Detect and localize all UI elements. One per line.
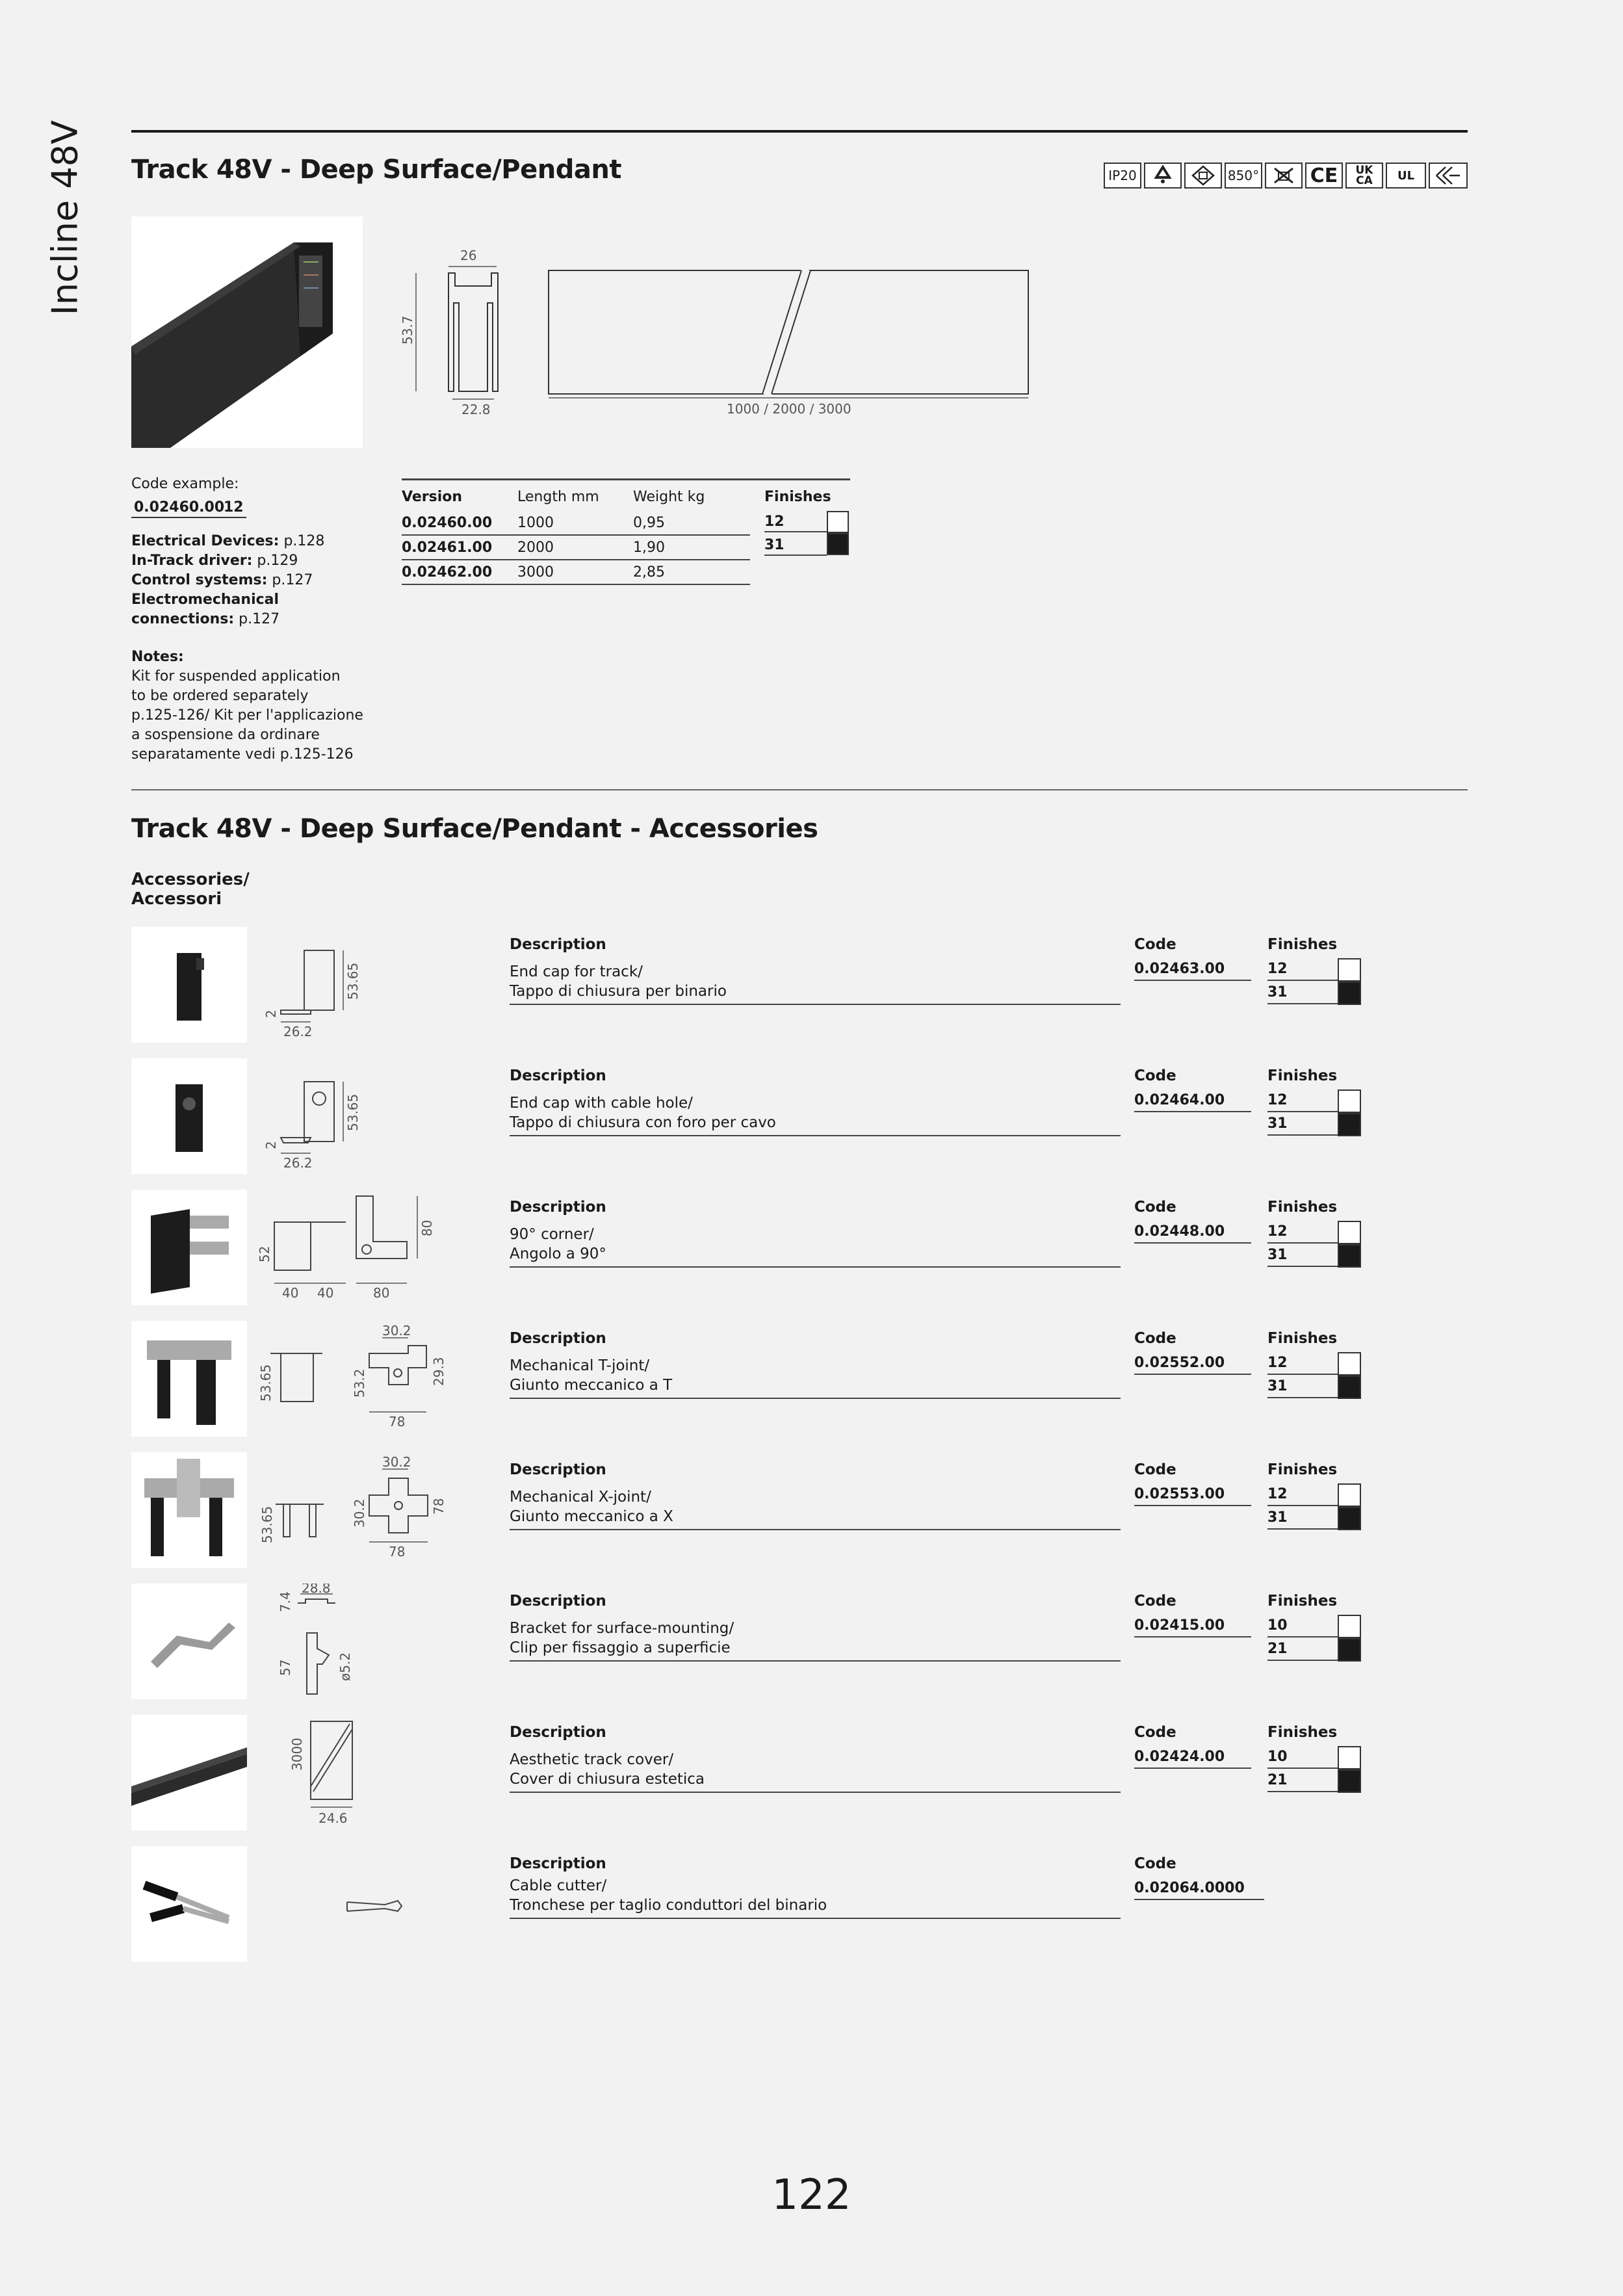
accessory-code: 0.02464.00 [1134, 1092, 1251, 1112]
ukca-mark: UK CA [1345, 163, 1383, 189]
svg-text:53.7: 53.7 [400, 315, 415, 345]
accessory-photo [131, 1584, 247, 1699]
profile-drawing [396, 241, 513, 423]
length-drawing [546, 267, 1033, 416]
ip20-badge: IP20 [1104, 163, 1141, 189]
ul-mark: UL [1386, 163, 1426, 189]
product-title: Track 48V - Deep Surface/Pendant [131, 155, 621, 185]
svg-text:40: 40 [282, 1285, 299, 1301]
reference-item: In-Track driver: p.129 [131, 553, 298, 569]
finish-code: 31 [764, 537, 827, 556]
accessory-description: Mechanical X-joint/ Giunto meccanico a X [510, 1487, 1121, 1530]
svg-text:30.2: 30.2 [382, 1454, 411, 1470]
accessory-description: 90° corner/ Angolo a 90° [510, 1225, 1121, 1268]
finish-code: 31 [1267, 984, 1338, 1004]
finish-swatch-white [827, 511, 849, 533]
finish-code: 12 [1267, 1486, 1338, 1506]
finish-swatch-white [1338, 1746, 1361, 1769]
code-example-label: Code example: [131, 476, 239, 492]
ce-mark: CE [1305, 163, 1343, 189]
finish-swatch-white [1338, 1483, 1361, 1507]
accessory-code: 0.02552.00 [1134, 1355, 1251, 1375]
svg-text:24.6: 24.6 [318, 1810, 348, 1826]
svg-text:53.65: 53.65 [345, 962, 361, 1000]
accessory-description: End cap for track/ Tappo di chiusura per binario [510, 962, 1121, 1005]
accessory-photo [131, 1321, 247, 1437]
reference-item: Control systems: p.127 [131, 572, 313, 588]
accessory-code: 0.02064.0000 [1134, 1880, 1264, 1900]
svg-text:3000: 3000 [289, 1738, 305, 1771]
finish-code: 10 [1267, 1617, 1338, 1637]
accessory-row-x-joint: 53.65 30.2 30.2 78 78 Description Mechanical X-joint/ Giunto meccanico a X Code 0.02553.00 Finishes 12 31 [131, 1452, 1431, 1569]
accessory-row-bracket: 28.8 7.4 57 ø5.2 Description Bracket for surface-mounting/ Clip per fissaggio a superficie Code 0.02415.00 Finishes 10 21 [131, 1584, 1431, 1701]
no-disposal-icon [1265, 163, 1303, 189]
accessories-subtitle: Accessories/ Accessori [131, 870, 250, 909]
finish-code: 12 [1267, 1223, 1338, 1244]
accessory-description: Mechanical T-joint/ Giunto meccanico a T [510, 1356, 1121, 1399]
product-photo [131, 216, 363, 448]
svg-text:1000 / 2000 / 3000: 1000 / 2000 / 3000 [727, 401, 851, 416]
svg-text:53.65: 53.65 [259, 1506, 275, 1543]
finish-swatch-black [1338, 1113, 1361, 1136]
svg-text:2: 2 [263, 1010, 279, 1018]
accessories-title: Track 48V - Deep Surface/Pendant - Accessories [131, 814, 818, 844]
svg-text:80: 80 [373, 1285, 390, 1301]
accessory-photo [131, 1190, 247, 1305]
svg-text:52: 52 [257, 1246, 272, 1262]
reference-item: Electromechanical connections: p.127 [131, 592, 280, 627]
accessory-row-track-cover: 3000 24.6 Description Aesthetic track cover/ Cover di chiusura estetica Code 0.02424.00 Finishes 10 21 [131, 1715, 1431, 1832]
accessory-description: Bracket for surface-mounting/ Clip per fissaggio a superficie [510, 1619, 1121, 1662]
accessory-drawing [255, 1584, 502, 1699]
accessory-code: 0.02463.00 [1134, 961, 1251, 981]
finish-swatch-white [1338, 958, 1361, 982]
accessory-drawing [255, 1452, 502, 1568]
finish-code: 12 [1267, 961, 1338, 981]
finish-swatch-black [1338, 1769, 1361, 1793]
svg-text:53.65: 53.65 [258, 1364, 274, 1402]
cri-850-badge: 850° [1225, 163, 1262, 189]
finish-code: 12 [1267, 1355, 1338, 1375]
accessory-code: 0.02448.00 [1134, 1223, 1251, 1244]
svg-text:22.8: 22.8 [461, 402, 491, 417]
accessory-row-end-cap: 53.65 2 26.2 Description End cap for track/ Tappo di chiusura per binario Code 0.02463.00 Finishes 12 31 [131, 927, 1431, 1044]
finish-code: 31 [1267, 1378, 1338, 1398]
accessory-photo [131, 1846, 247, 1962]
svg-text:57: 57 [278, 1659, 293, 1676]
svg-text:26.2: 26.2 [283, 1024, 313, 1039]
svg-text:78: 78 [389, 1544, 406, 1559]
code-example-code: 0.02460.00 [131, 499, 227, 518]
accessory-drawing [255, 1190, 502, 1305]
svg-text:78: 78 [431, 1498, 447, 1515]
finish-swatch-black [1338, 982, 1361, 1005]
accessory-row-end-cap-cable-hole: 53.65 2 26.2 Description End cap with cable hole/ Tappo di chiusura con foro per cavo Code 0.02464.00 Finishes 12 31 [131, 1058, 1431, 1175]
svg-text:29.3: 29.3 [431, 1357, 447, 1386]
svg-text:28.8: 28.8 [302, 1584, 331, 1596]
finishes-header: Finishes [764, 489, 831, 505]
driver-icon [1184, 163, 1222, 189]
svg-text:40: 40 [317, 1285, 334, 1301]
accessory-photo [131, 927, 247, 1043]
accessory-row-cable-cutter: Description Cable cutter/ Tronchese per taglio conduttori del binario Code 0.02064.0000 [131, 1846, 1431, 1963]
versions-table [402, 485, 750, 585]
references-list [131, 532, 324, 629]
finish-swatch-black [1338, 1376, 1361, 1399]
accessory-code: 0.02424.00 [1134, 1749, 1251, 1769]
finish-swatch-black [1338, 1507, 1361, 1530]
top-rule [131, 130, 1468, 133]
finish-swatch-black [1338, 1244, 1361, 1268]
accessory-description: Aesthetic track cover/ Cover di chiusura estetica [510, 1750, 1121, 1793]
accessory-row-t-joint: 53.65 53.2 30.2 29.3 78 Description Mechanical T-joint/ Giunto meccanico a T Code 0.02552.00 Finishes 12 31 [131, 1321, 1431, 1438]
table-header: Version Length mm Weight kg [402, 489, 705, 505]
finish-code: 21 [1267, 1772, 1338, 1792]
versions-top-rule [402, 478, 850, 480]
finish-code: 12 [1267, 1092, 1338, 1112]
finish-swatch-black [827, 533, 849, 555]
code-example-finish: 12 [221, 499, 246, 518]
finish-swatch-white [1338, 1089, 1361, 1113]
recycle-icon [1144, 163, 1182, 189]
accessory-code: 0.02415.00 [1134, 1617, 1251, 1637]
finish-code: 21 [1267, 1641, 1338, 1661]
svg-text:2: 2 [263, 1141, 279, 1149]
svg-text:7.4: 7.4 [278, 1591, 293, 1612]
svg-text:53.65: 53.65 [345, 1093, 361, 1131]
notes-block: Notes: Kit for suspended application to be ordered separately p.125-126/ Kit per l'applicazione a sospensione da ordinare separatamente vedi p.125-126 [131, 649, 363, 763]
svg-text:53.2: 53.2 [352, 1368, 367, 1398]
finish-code: 31 [1267, 1115, 1338, 1136]
accessory-drawing [255, 1058, 502, 1174]
svg-text:80: 80 [419, 1220, 435, 1236]
svg-text:30.2: 30.2 [382, 1323, 411, 1338]
svg-text:26.2: 26.2 [283, 1155, 313, 1171]
svg-text:26: 26 [460, 248, 477, 263]
accessory-description: Cable cutter/ Tronchese per taglio conduttori del binario [510, 1876, 1121, 1919]
finish-code: 31 [1267, 1247, 1338, 1267]
table-row: 0.02461.00 2000 1,90 [402, 536, 750, 560]
svg-text:30.2: 30.2 [352, 1498, 367, 1528]
finish-code: 31 [1267, 1509, 1338, 1530]
accessory-drawing [255, 1321, 502, 1437]
accessory-code: 0.02553.00 [1134, 1486, 1251, 1506]
table-row: 0.02462.00 3000 2,85 [402, 560, 750, 585]
finish-swatch-white [1338, 1352, 1361, 1376]
accessory-drawing [255, 1846, 502, 1962]
section-rule [131, 789, 1468, 790]
finish-swatch-white [1338, 1615, 1361, 1638]
accessory-photo [131, 1452, 247, 1568]
energy-icon [1429, 163, 1468, 189]
accessory-photo [131, 1058, 247, 1174]
finish-swatch-black [1338, 1638, 1361, 1662]
finish-code: 10 [1267, 1749, 1338, 1769]
side-section-label: Incline 48V [44, 120, 86, 316]
table-row: 0.02460.00 1000 0,95 [402, 511, 750, 536]
accessory-drawing [255, 1715, 502, 1831]
accessory-description: End cap with cable hole/ Tappo di chiusura con foro per cavo [510, 1093, 1121, 1136]
svg-text:78: 78 [389, 1414, 406, 1429]
accessory-row-90-corner: 52 40 40 80 80 Description 90° corner/ Angolo a 90° Code 0.02448.00 Finishes 12 31 [131, 1190, 1431, 1307]
page-number: 122 [772, 2171, 851, 2219]
finish-swatch-white [1338, 1221, 1361, 1244]
accessory-drawing [255, 927, 502, 1043]
finish-code: 12 [764, 514, 827, 532]
reference-item: Electrical Devices: p.128 [131, 533, 325, 549]
accessory-photo [131, 1715, 247, 1831]
svg-text:ø5.2: ø5.2 [337, 1652, 353, 1681]
